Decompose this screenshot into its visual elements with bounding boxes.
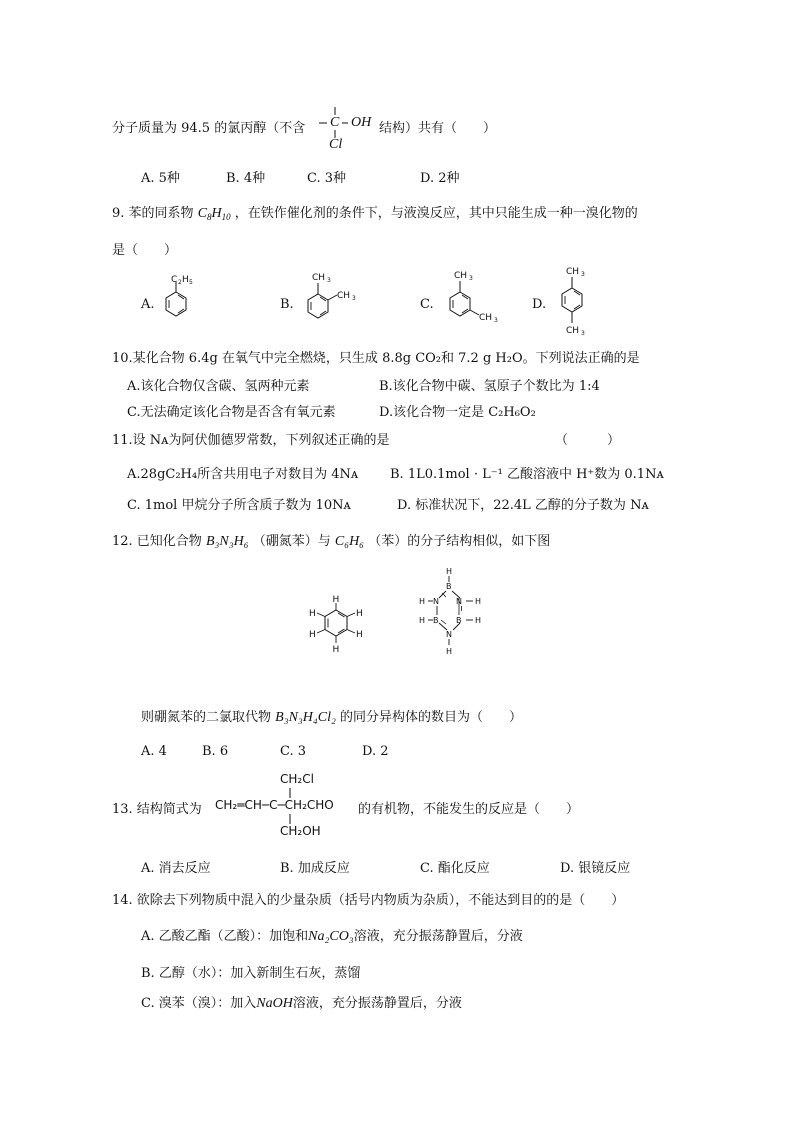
svg-text:H: H (309, 630, 316, 640)
svg-text:3: 3 (581, 330, 585, 337)
q13-option-c[interactable]: C. 酯化反应 (420, 861, 490, 876)
q9-option-a[interactable]: A. (141, 297, 155, 312)
q9-structure-c (436, 266, 506, 334)
q14-option-a-text: A. 乙酸乙酯（乙酸）：加饱和 (141, 929, 309, 944)
svg-text:CH: CH (312, 273, 326, 283)
q12-stem-a: 12. 已知化合物 (112, 534, 202, 549)
q12-stem-c: （苯）的分子结构相似，如下图 (368, 534, 551, 549)
q8-fragment (316, 101, 376, 153)
svg-text:3: 3 (494, 317, 498, 324)
q8-frag-c: C (330, 115, 340, 130)
q9-structure-b (294, 268, 364, 332)
svg-text:H: H (356, 609, 363, 619)
q9-structure-a (158, 270, 198, 330)
q8-stem (112, 117, 305, 136)
svg-text:H: H (419, 616, 426, 625)
q11-option-b[interactable]: B. 1L0.1mol · L⁻¹ 乙酸溶液中 H⁺数为 0.1Nᴀ (390, 467, 664, 482)
svg-text:H: H (332, 595, 340, 605)
q14-option-c-text: C. 溴苯（溴）：加入 (141, 996, 257, 1011)
q8-option-d[interactable]: D. 2种 (420, 171, 460, 186)
svg-text:CH: CH (566, 267, 580, 277)
q13-option-a[interactable]: A. 消去反应 (141, 861, 211, 876)
q9-option-d[interactable]: D. (532, 297, 547, 312)
q10-option-c[interactable]: C.无法确定该化合物是否含有氧元素 (127, 405, 336, 420)
q13-option-d[interactable]: D. 银镜反应 (560, 861, 631, 876)
q13-stem-b: 的有机物，不能发生的反应是（ ） (358, 802, 580, 817)
q14-option-a-formula: Na₂CO₃ (308, 929, 354, 944)
q8-stem-pre: 分子质量为 94.5 的氯丙醇（不含 (112, 121, 306, 136)
q10-option-b[interactable]: B.该化合物中碳、氢原子个数比为 1:4 (379, 379, 600, 394)
q13-top-group: CH₂Cl (280, 772, 314, 786)
q8-stem-post: 结构）共有（ ） (379, 121, 497, 136)
q10-option-d[interactable]: D.该化合物一定是 C₂H₆O₂ (379, 405, 536, 420)
q14-option-c-tail: 溶液，充分振荡静置后，分液 (292, 996, 462, 1011)
svg-text:B: B (456, 616, 462, 625)
svg-text:CH: CH (479, 313, 493, 323)
benzene-structure (296, 590, 376, 662)
q12-option-a[interactable]: A. 4 (141, 744, 167, 759)
svg-text:H: H (419, 597, 426, 606)
q9-structure-d (552, 262, 592, 338)
svg-text:H: H (332, 645, 340, 655)
q9-stem-c: 是（ ） (112, 243, 178, 258)
q13-bottom-group: CH₂OH (280, 824, 321, 838)
q8-option-c[interactable]: C. 3种 (307, 171, 347, 186)
q11-stem: 11.设 Nᴀ为阿伏伽德罗常数，下列叙述正确的是 (112, 433, 390, 448)
q12-stem (112, 530, 550, 550)
svg-text:N: N (446, 630, 452, 639)
q9-option-c[interactable]: C. (420, 297, 434, 312)
q13-main-chain: CH₂═CH─C─CH₂CHO (215, 798, 334, 812)
svg-text:H: H (182, 275, 189, 285)
q10-option-a[interactable]: A.该化合物仅含碳、氢两种元素 (127, 379, 310, 394)
q14-option-a-tail: 溶液，充分振荡静置后，分液 (353, 929, 523, 944)
q9-stem-b: ，在铁作催化剂的条件下，与液溴反应，其中只能生成一种一溴化物的 (234, 206, 638, 221)
svg-text:3: 3 (469, 275, 473, 282)
svg-text:3: 3 (352, 295, 356, 302)
q12-option-d[interactable]: D. 2 (362, 744, 389, 759)
q13-structure (215, 772, 365, 842)
q11-option-d[interactable]: D. 标准状况下，22.4L 乙醇的分子数为 Nᴀ (397, 498, 649, 513)
svg-text:3: 3 (327, 277, 331, 284)
q14-option-c-formula: NaOH (256, 996, 293, 1011)
q8-option-b[interactable]: B. 4种 (226, 171, 266, 186)
q12-formula-borazine: B₃N₃H₆ (205, 534, 249, 549)
svg-text:H: H (446, 567, 453, 576)
q12-option-c[interactable]: C. 3 (280, 744, 307, 759)
svg-text:CH: CH (337, 291, 351, 301)
q13-option-b[interactable]: B. 加成反应 (280, 861, 350, 876)
svg-text:3: 3 (581, 271, 585, 278)
svg-text:H: H (309, 609, 316, 619)
svg-text:C: C (171, 275, 178, 285)
borazine-structure (415, 557, 495, 661)
q10-stem: 10.某化合物 6.4g 在氧气中完全燃烧，只生成 8.8g CO₂和 7.2 g H₂O。下列说法正确的是 (112, 351, 640, 366)
q8-frag-oh: OH (351, 115, 372, 130)
svg-text:H: H (475, 597, 482, 606)
svg-text:5: 5 (189, 279, 193, 286)
svg-text:N: N (433, 597, 439, 606)
svg-text:2: 2 (178, 279, 182, 286)
q14-option-b[interactable]: B. 乙醇（水）：加入新制生石灰，蒸馏 (141, 966, 361, 981)
q9-formula: $C_8H_{10}$ (197, 206, 231, 222)
svg-text:H: H (356, 630, 363, 640)
q12-line2 (141, 706, 522, 726)
q11-option-a[interactable]: A.28gC₂H₄所含共用电子对数目为 4Nᴀ (127, 467, 359, 482)
svg-text:N: N (456, 597, 462, 606)
svg-text:H: H (446, 647, 453, 656)
q9-stem (112, 202, 638, 222)
q13-stem-a: 13. 结构简式为 (112, 802, 202, 817)
q9-option-b[interactable]: B. (280, 297, 294, 312)
q12-stem-b: （硼氮苯）与 (252, 534, 331, 549)
q12-formula-benzene: C₆H₆ (334, 534, 365, 549)
svg-text:H: H (475, 616, 482, 625)
q11-option-c[interactable]: C. 1mol 甲烷分子所含质子数为 10Nᴀ (127, 498, 351, 513)
q8-frag-cl: Cl (329, 137, 343, 152)
q9-stem-a: 9. 苯的同系物 (112, 206, 194, 221)
q14-stem: 14. 欲除去下列物质中混入的少量杂质（括号内物质为杂质），不能达到目的的是（ ） (112, 893, 625, 908)
q14-option-c[interactable] (141, 992, 462, 1012)
q11-paren: （ ） (555, 433, 621, 448)
q12-line2-a: 则硼氮苯的二氯取代物 (141, 710, 272, 725)
svg-text:CH: CH (566, 326, 580, 336)
q8-option-a[interactable]: A. 5种 (141, 171, 180, 186)
q12-option-b[interactable]: B. 6 (202, 744, 229, 759)
q14-option-a[interactable] (141, 925, 523, 945)
svg-text:B: B (433, 616, 439, 625)
q12-formula-dichloro: B₃N₃H₄Cl₂ (275, 710, 336, 725)
svg-text:CH: CH (454, 271, 468, 281)
q12-line2-b: 的同分异构体的数目为（ ） (340, 710, 523, 725)
svg-text:B: B (446, 582, 452, 591)
